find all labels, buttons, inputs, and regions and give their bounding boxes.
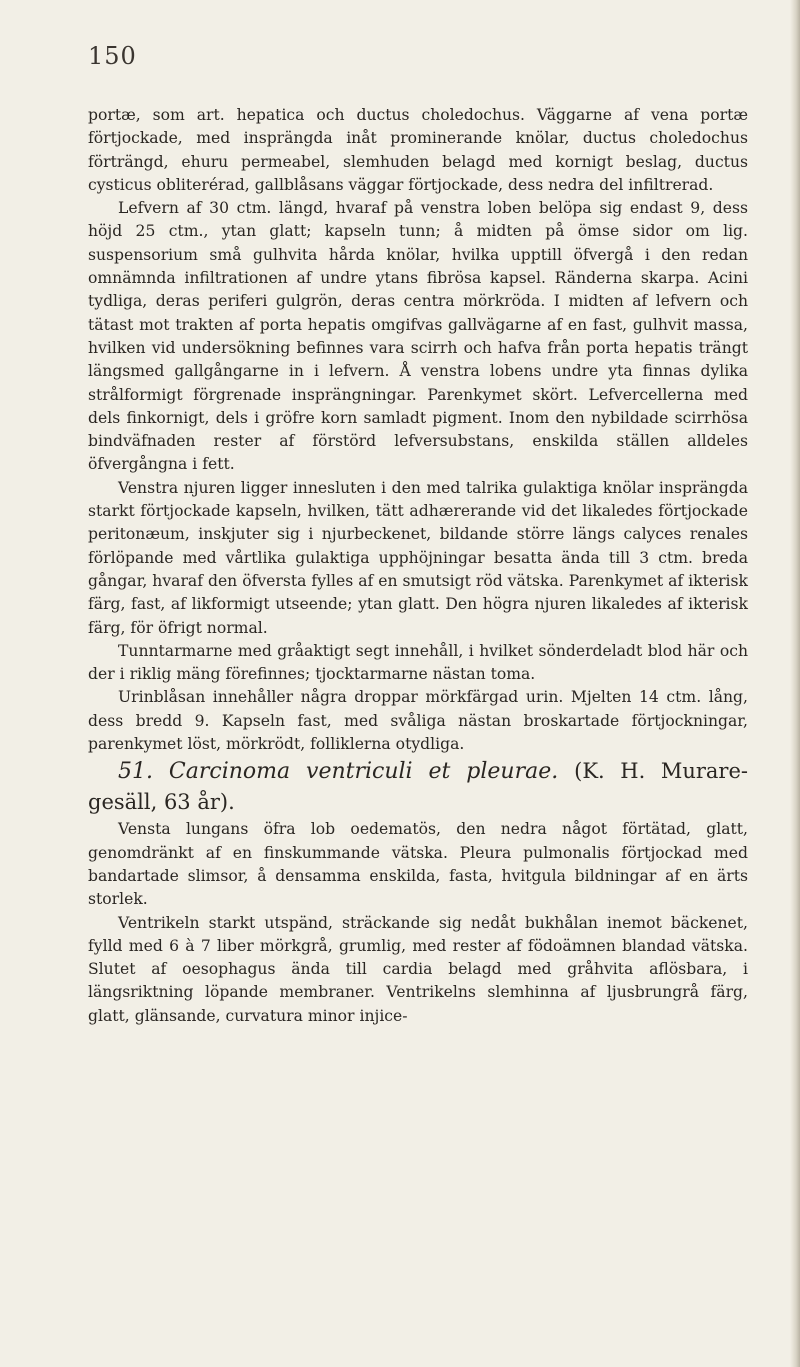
body-text: [88, 104, 748, 1028]
paragraph-7: Ventrikeln starkt utspänd, sträckande sig nedåt bukhålan inemot bäckenet, fylld med 6 à 7 liber mörkgrå, grumlig, med rester af födoämnen blandad vätska. Slutet af oesophagus ända till cardia belagd med gråhvita aflösbara, i längsriktning löpande membraner. Ventrikelns slemhinna af ljusbrungrå färg, glatt, glänsande, curvatura minor injice-: [88, 913, 748, 1025]
paragraph-2: Lefvern af 30 ctm. längd, hvaraf på venstra loben belöpa sig endast 9, dess höjd 25 ctm., ytan glatt; kapseln tunn; å midten på ömse sidor om lig. suspensorium små gulhvita hårda knölar, hvilka upptill öfvergå i den redan omnämnda infiltrationen af undre ytans fibrösa kapsel. Ränderna skarpa. Acini tydliga, deras periferi gulgrön, deras centra mörkröda. I midten af lefvern och tätast mot trakten af porta hepatis omgifvas gallvägarne af en fast, gulhvit massa, hvilken vid undersökning befinnes vara scirrh och hafva från porta hepatis trängt längsmed gallgångarne in i lefvern. Å venstra lobens undre yta finnas dylika strålformigt förgrenade insprängningar. Parenkymet skört. Lefvercellerna med dels finkornigt, dels i gröfre korn samladt pigment. Inom den nybildade scirrhösa bindväfnaden rester af förstörd lefversubstans, enskilda ställen alldeles öfvergångna i fett.: [88, 199, 748, 474]
case-patient: (K. H. Murare-gesäll, 63 år).: [88, 759, 748, 815]
case-number: 51.: [118, 759, 153, 785]
paragraph-1: portæ, som art. hepatica och ductus choledochus. Väggarne af vena portæ förtjockade, med insprängda inåt prominerande knölar, ductus choledochus förträngd, ehuru permeabel, slemhuden belagd med kornigt beslag, ductus cysticus obliterérad, gallblåsans väggar förtjockade, dess nedra del infiltrerad.: [88, 106, 748, 194]
case-heading: [88, 756, 748, 818]
case-title: Carcinoma ventriculi et pleurae.: [168, 759, 559, 785]
page-number: 150: [88, 42, 137, 70]
paragraph-6: Vensta lungans öfra lob oedematös, den nedra något förtätad, glatt, genomdränkt af en finskummande vätska. Pleura pulmonalis förtjockad med bandartade slimsor, å densamma enskilda, fasta, hvitgula bildningar af en ärts storlek.: [88, 820, 748, 909]
paragraph-5: Urinblåsan innehåller några droppar mörkfärgad urin. Mjelten 14 ctm. lång, dess bredd 9. Kapseln fast, med svåliga nästan broskartade förtjockningar, parenkymet löst, mörkrödt, folliklerna otydliga.: [88, 688, 748, 754]
page-edge-shadow: [790, 0, 800, 1367]
paragraph-3: Venstra njuren ligger innesluten i den med talrika gulaktiga knölar insprängda starkt förtjockade kapseln, hvilken, tätt adhærerande vid det likaledes förtjockade peritonæum, inskjuter sig i njurbeckenet, bildande större längs calyces renales förlöpande med vårtlika gulaktiga upphöjningar besatta ända till 3 ctm. breda gångar, hvaraf den öfversta fylles af en smutsigt röd vätska. Parenkymet af ikterisk färg, fast, af likformigt utseende; ytan glatt. Den högra njuren likaledes af ikterisk färg, för öfrigt normal.: [88, 478, 748, 637]
paragraph-4: Tunntarmarne med gråaktigt segt innehåll, i hvilket sönderdeladt blod här och der i riklig mäng förefinnes; tjocktarmarne nästan toma.: [88, 641, 748, 684]
